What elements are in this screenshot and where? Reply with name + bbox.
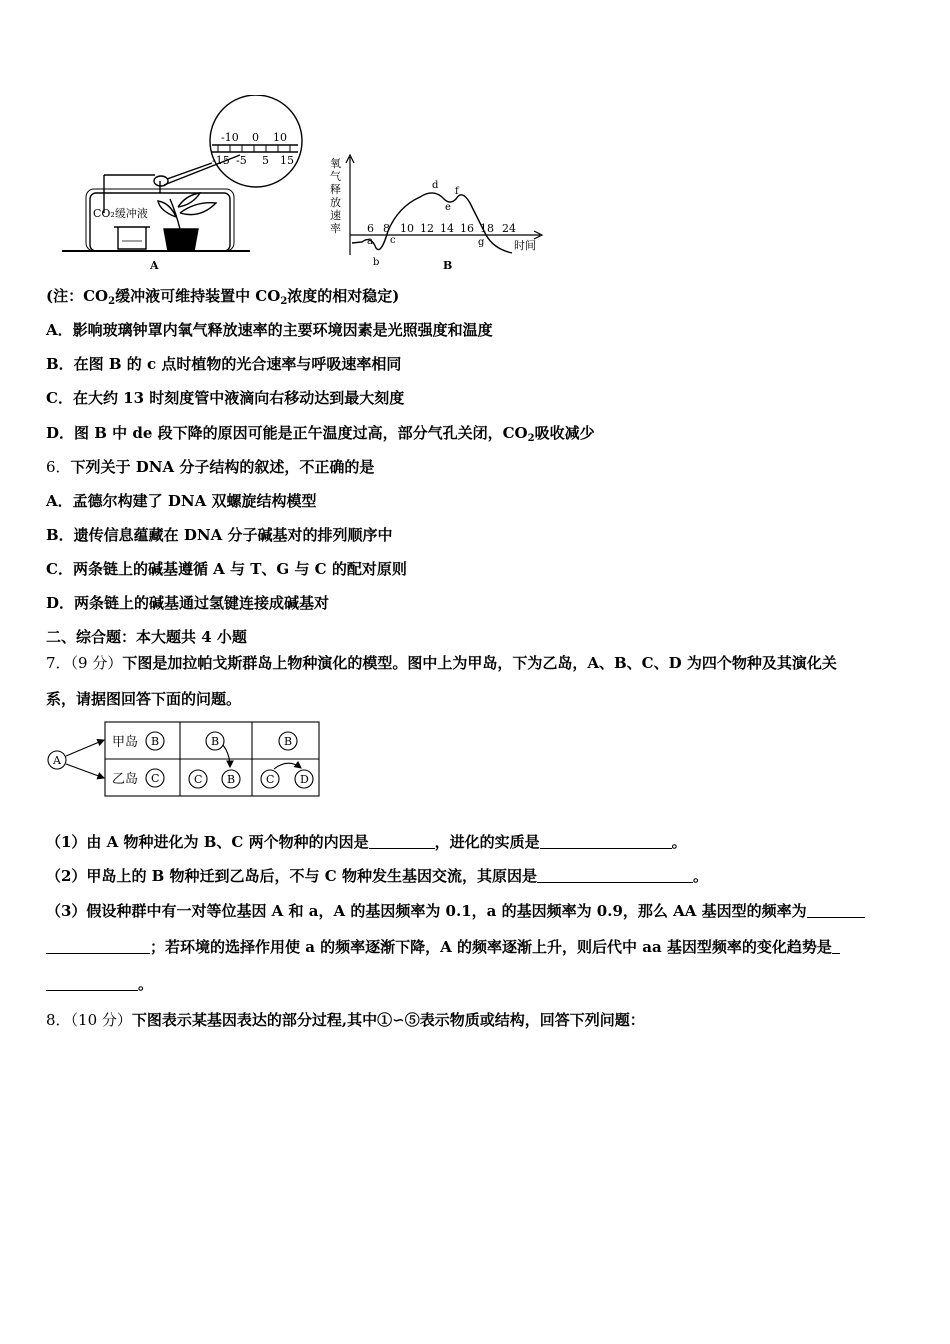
point-label: c xyxy=(390,235,396,246)
question-stem: 下图是加拉帕戈斯群岛上物种演化的模型。图中上为甲岛，下为乙岛，A、B、C、D 为四个物种及其演化关 xyxy=(122,654,837,672)
xtick-label: 12 xyxy=(420,222,434,235)
q7-part1 xyxy=(46,832,687,852)
q7-part3-line3 xyxy=(46,974,153,994)
q7-part3-text: 。 xyxy=(138,975,154,993)
answer-blank[interactable] xyxy=(832,939,840,954)
ylabel-char-3: 放 xyxy=(330,196,341,209)
q6-stem xyxy=(46,457,374,477)
rate-chart xyxy=(346,155,542,255)
figure-b-caption: B xyxy=(443,259,453,272)
section-heading: 二、综合题：本大题共 4 小题 xyxy=(46,628,247,646)
note-text: 浓度的相对稳定) xyxy=(287,287,400,305)
scale-top-2: 10 xyxy=(273,131,287,144)
q5-option-d xyxy=(46,423,595,449)
answer-blank[interactable] xyxy=(369,834,435,849)
species-c: C xyxy=(266,773,275,786)
scale-ticks xyxy=(218,145,290,152)
ylabel-char-5: 率 xyxy=(330,222,341,235)
q7-part1-text: 。 xyxy=(671,833,687,851)
question-stem: 下列关于 DNA 分子结构的叙述，不正确的是 xyxy=(70,458,375,476)
answer-blank[interactable] xyxy=(46,939,150,954)
q7-part2 xyxy=(46,866,708,886)
question-number: 7．（9 分） xyxy=(46,654,123,672)
scale-top-0: -10 xyxy=(221,131,239,144)
island-label-jia: 甲岛 xyxy=(112,735,139,750)
question-number: 6． xyxy=(46,458,71,476)
xtick-label: 24 xyxy=(502,222,516,235)
q7-part3-line1 xyxy=(46,901,865,921)
q5-option-d-text: D．图 B 中 de 段下降的原因可能是正午温度过高，部分气孔关闭，CO xyxy=(46,424,528,442)
species-b: B xyxy=(211,735,220,748)
species-b: B xyxy=(284,735,293,748)
q5-option-d-subscript: 2 xyxy=(527,433,535,444)
xtick-label: 8 xyxy=(383,222,390,235)
note-subscript: 2 xyxy=(108,296,116,307)
ylabel-char-0: 氧 xyxy=(330,157,341,170)
xtick-label: 6 xyxy=(367,222,374,235)
q7-part3-text: ；若环境的选择作用使 a 的频率逐渐下降，A 的频率逐渐上升，则后代中 aa 基因型频率的变化趋势是 xyxy=(150,938,832,956)
scale-bottom-2: 5 xyxy=(262,154,269,167)
buffer-label: CO₂缓冲液 xyxy=(93,207,148,220)
q7-stem-line1 xyxy=(46,653,837,673)
q5-option-d-text: 吸收减少 xyxy=(534,424,595,442)
species-a: A xyxy=(53,754,61,767)
question-stem: 下图表示某基因表达的部分过程,其中①∽⑤表示物质或结构，回答下列问题： xyxy=(131,1011,645,1029)
answer-blank[interactable] xyxy=(540,834,672,849)
q7-part2-text: （2）甲岛上的 B 物种迁到乙岛后，不与 C 物种发生基因交流，其原因是 xyxy=(46,867,537,885)
scale-bottom-1: -5 xyxy=(236,154,247,167)
q7-part1-text: ，进化的实质是 xyxy=(434,833,540,851)
xtick-label: 10 xyxy=(400,222,414,235)
point-label: g xyxy=(478,237,485,248)
q7-part2-text: 。 xyxy=(692,867,708,885)
q6-option-b: B．遗传信息蕴藏在 DNA 分子碱基对的排列顺序中 xyxy=(46,526,393,544)
scale-bottom-0: -15 xyxy=(212,154,230,167)
point-label: a xyxy=(367,236,373,247)
island-evolution-diagram xyxy=(44,718,326,802)
figure-ab xyxy=(0,95,560,275)
ylabel-char-2: 释 xyxy=(330,183,341,196)
q7-part1-text: （1）由 A 物种进化为 B、C 两个物种的内因是 xyxy=(46,833,369,851)
xtick-label: 18 xyxy=(480,222,494,235)
species-b: B xyxy=(151,735,160,748)
ylabel-char-1: 气 xyxy=(330,170,341,183)
ylabel-char-4: 速 xyxy=(330,209,341,222)
xtick-label: 14 xyxy=(440,222,454,235)
species-c: C xyxy=(194,773,203,786)
note-text: (注：CO xyxy=(46,287,109,305)
species-c: C xyxy=(151,772,160,785)
xaxis-label: 时间 xyxy=(514,239,536,252)
q6-option-d: D．两条链上的碱基通过氢键连接成碱基对 xyxy=(46,594,330,612)
answer-blank[interactable] xyxy=(807,903,865,918)
q7-part3-line2 xyxy=(46,937,840,957)
point-label: e xyxy=(445,202,451,213)
q6-option-a: A．孟德尔构建了 DNA 双螺旋结构模型 xyxy=(46,492,317,510)
q7-part3-text: （3）假设种群中有一对等位基因 A 和 a，A 的基因频率为 0.1，a 的基因频率为 0.9，那么 AA 基因型的频率为 xyxy=(46,902,807,920)
figure-a-caption: A xyxy=(150,259,159,272)
q5-option-a: A．影响玻璃钟罩内氧气释放速率的主要环境因素是光照强度和温度 xyxy=(46,321,493,339)
answer-blank[interactable] xyxy=(537,868,693,883)
q6-option-c: C．两条链上的碱基遵循 A 与 T、G 与 C 的配对原则 xyxy=(46,560,407,578)
point-label: b xyxy=(373,257,380,268)
species-b: B xyxy=(227,773,236,786)
q7-stem-line2: 系，请据图回答下面的问题。 xyxy=(46,690,242,708)
note-subscript: 2 xyxy=(280,296,288,307)
species-d: D xyxy=(300,773,309,786)
figure-note xyxy=(46,286,399,312)
q5-option-c: C．在大约 13 时刻度管中液滴向右移动达到最大刻度 xyxy=(46,389,405,407)
point-label: d xyxy=(432,180,439,191)
question-number: 8．（10 分） xyxy=(46,1011,132,1029)
scale-bottom-3: 15 xyxy=(280,154,294,167)
answer-blank[interactable] xyxy=(46,976,138,991)
island-label-yi: 乙岛 xyxy=(112,772,139,787)
scale-top-1: 0 xyxy=(252,131,259,144)
note-text: 缓冲液可维持装置中 CO xyxy=(115,287,281,305)
xtick-label: 16 xyxy=(460,222,474,235)
q8-stem xyxy=(46,1010,645,1030)
q5-option-b: B．在图 B 的 c 点时植物的光合速率与呼吸速率相同 xyxy=(46,355,402,373)
apparatus-diagram xyxy=(62,95,302,251)
point-label: f xyxy=(455,186,459,197)
